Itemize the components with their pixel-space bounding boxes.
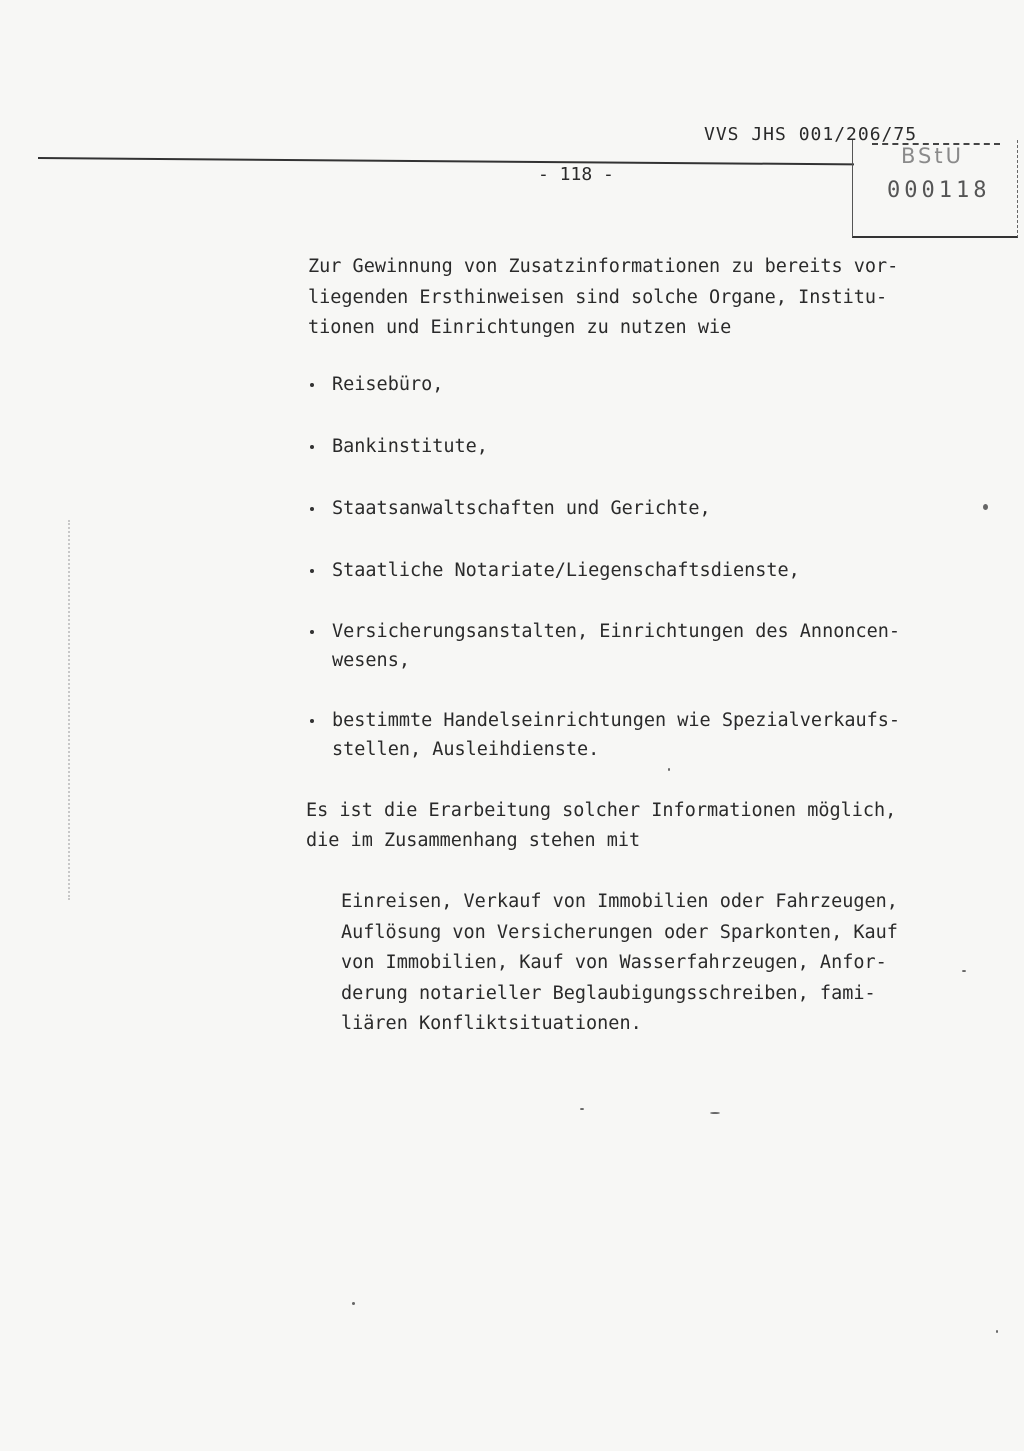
list-item-text-continued: wesens,: [332, 650, 410, 671]
list-item-text: Versicherungsanstalten, Einrichtungen des Annoncen-: [332, 621, 901, 642]
scan-speck: [352, 1302, 355, 1305]
list-item-text: Staatliche Notariate/Liegenschaftsdienste,: [332, 560, 800, 581]
list-item-text-continued: stellen, Ausleihdienste.: [332, 739, 600, 760]
indented-line: Einreisen, Verkauf von Immobilien oder Fahrzeugen,: [341, 891, 898, 912]
stamp-label: BStU: [901, 144, 964, 168]
bullet-icon: [310, 445, 314, 449]
list-item-text: bestimmte Handelseinrichtungen wie Spezialverkaufs-: [332, 710, 901, 731]
scan-speck: [983, 504, 988, 510]
paragraph-line: die im Zusammenhang stehen mit: [306, 830, 641, 851]
bullet-icon: [310, 507, 314, 511]
binding-marks: [68, 520, 70, 900]
indented-line: liären Konfliktsituationen.: [341, 1013, 642, 1034]
indented-line: von Immobilien, Kauf von Wasserfahrzeugen, Anfor-: [341, 952, 887, 973]
intro-line-1: Zur Gewinnung von Zusatzinformationen zu bereits vor-: [308, 256, 899, 277]
archive-stamp: [852, 140, 1018, 238]
bullet-icon: [310, 569, 314, 573]
paragraph-line: Es ist die Erarbeitung solcher Informationen möglich,: [306, 800, 897, 821]
intro-line-3: tionen und Einrichtungen zu nutzen wie: [308, 317, 732, 338]
scan-speck: [710, 1112, 720, 1114]
scan-speck: [580, 1108, 584, 1110]
indented-line: derung notarieller Beglaubigungsschreiben, fami-: [341, 983, 876, 1004]
list-item-text: Staatsanwaltschaften und Gerichte,: [332, 498, 711, 519]
list-item-text: Reisebüro,: [332, 374, 444, 395]
document-reference: VVS JHS 001/206/75: [704, 124, 918, 145]
page-number: - 118 -: [538, 164, 614, 185]
bullet-icon: [310, 719, 314, 723]
intro-line-2: liegenden Ersthinweisen sind solche Organe, Institu-: [308, 287, 888, 308]
bullet-icon: [310, 630, 314, 634]
scan-speck: [996, 1330, 998, 1333]
scan-speck: [668, 768, 670, 771]
list-item-text: Bankinstitute,: [332, 436, 488, 457]
indented-line: Auflösung von Versicherungen oder Sparkonten, Kauf: [341, 922, 898, 943]
bullet-icon: [310, 383, 314, 387]
scan-speck: [962, 970, 966, 972]
stamp-number: 000118: [887, 178, 991, 203]
header-rule: [38, 157, 854, 165]
